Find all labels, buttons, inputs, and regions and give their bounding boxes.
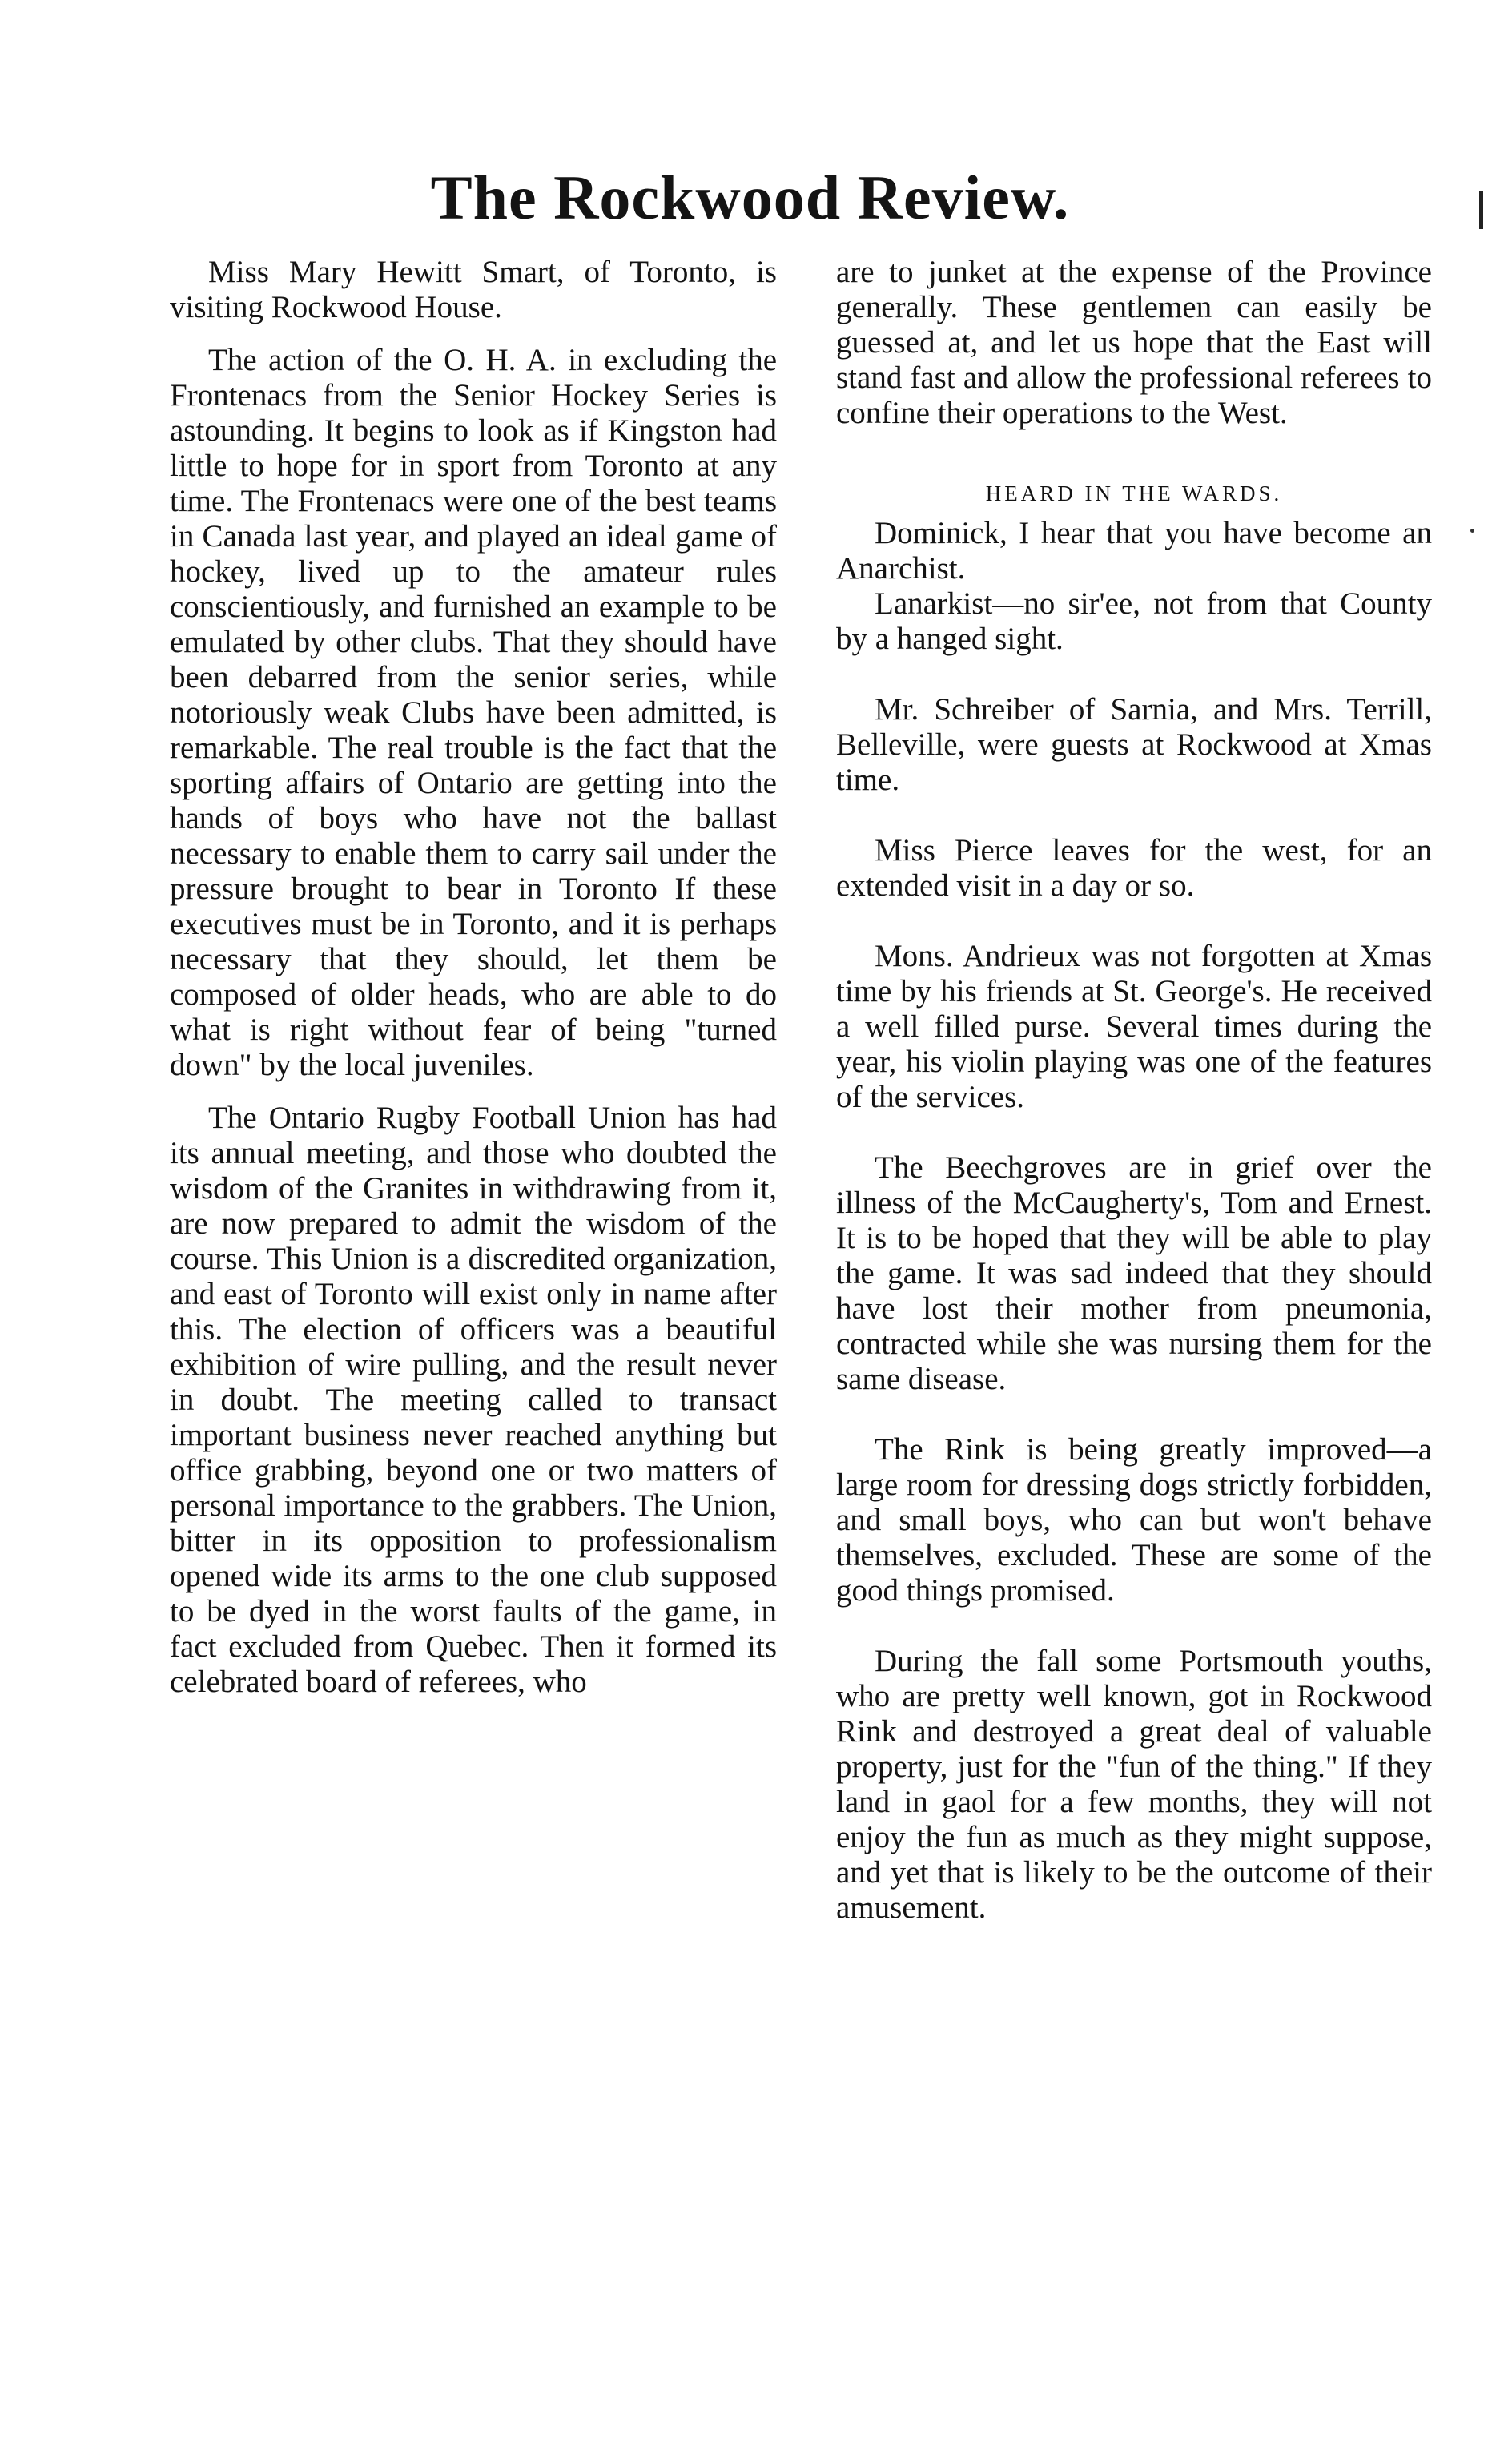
- masthead-title: The Rockwood Review.: [430, 163, 1070, 232]
- paragraph-portsmouth-youths: During the fall some Portsmouth youths, who are pretty well known, got in Rockwood Rink and destroyed a great deal of valuable property, just for the "fun of the thing." If they land in gaol for a few months, they will not enjoy the fun as much as they might suppose, and yet that is likely to be the outcome of their amusement.: [836, 1644, 1432, 1925]
- paragraph-oha-frontenacs: The action of the O. H. A. in excluding the Frontenacs from the Senior Hockey Series is astounding. It begins to look as if Kingston had little to hope for in sport from Toronto at any time. The Frontenacs were one of the best teams in Canada last year, and played an ideal game of hockey, lived up to the amateur rules conscientiously, and furnished an example to be emulated by other clubs. That they should have been debarred from the senior series, while notoriously weak Clubs have been admitted, is remarkable. The real trouble is the fact that the sporting affairs of Ontario are getting into the hands of boys who have not the ballast necessary to enable them to carry sail under the pressure brought to bear in Toronto If these executives must be in Toronto, and it is perhaps necessary that they should, let them be composed of older heads, who are able to do what is right without fear of being "turned down" by the local juveniles.: [170, 343, 777, 1082]
- left-column: [170, 255, 777, 1700]
- page-edge-mark: [1479, 191, 1483, 229]
- wards-line-lanarkist: Lanarkist—no sir'ee, not from that County by a hanged sight.: [836, 586, 1432, 656]
- paragraph-rugby-union: The Ontario Rugby Football Union has had its annual meeting, and those who doubted the wisdom of the Granites in withdrawing from it, are now prepared to admit the wisdom of the course. This Union is a discredited organization, and east of Toronto will exist only in name after this. The election of officers was a beautiful exhibition of wire pulling, and the result never in doubt. The meeting called to transact important business never reached anything but office grabbing, beyond one or two matters of personal importance to the grabbers. The Union, bitter in its opposition to professionalism opened wide its arms to the one club supposed to be dyed in the worst faults of the game, in fact excluded from Quebec. Then it formed its celebrated board of referees, who: [170, 1101, 777, 1699]
- paragraph-schreiber-terrill: Mr. Schreiber of Sarnia, and Mrs. Terrill, Belleville, were guests at Rockwood at Xmas time.: [836, 692, 1432, 797]
- wards-line-dominick: Dominick, I hear that you have become an Anarchist.: [836, 516, 1432, 586]
- paragraph-mons-andrieux: Mons. Andrieux was not forgotten at Xmas time by his friends at St. George's. He received a well filled purse. Several times during the year, his violin playing was one of the features of the services.: [836, 939, 1432, 1114]
- paragraph-smart-visit: Miss Mary Hewitt Smart, of Toronto, is visiting Rockwood House.: [170, 255, 777, 324]
- paragraph-beechgroves: The Beechgroves are in grief over the illness of the McCaugherty's, Tom and Ernest. It is to be hoped that they will be able to play the game. It was sad indeed that they should have lost their mother from pneumonia, contracted while she was nursing them for the same disease.: [836, 1150, 1432, 1396]
- print-speck: [1470, 529, 1474, 533]
- paragraph-rugby-continued: are to junket at the expense of the Province generally. These gentlemen can easily be guessed at, and let us hope that the East will stand fast and allow the professional referees to confine their operations to the West.: [836, 255, 1432, 430]
- paragraph-rink-improved: The Rink is being greatly improved—a large room for dressing dogs strictly forbidden, and small boys, who can but won't behave themselves, excluded. These are some of the good things promised.: [836, 1432, 1432, 1608]
- paragraph-miss-pierce: Miss Pierce leaves for the west, for an extended visit in a day or so.: [836, 833, 1432, 903]
- section-heading-wards: HEARD IN THE WARDS.: [985, 481, 1283, 505]
- right-column: [836, 255, 1432, 1926]
